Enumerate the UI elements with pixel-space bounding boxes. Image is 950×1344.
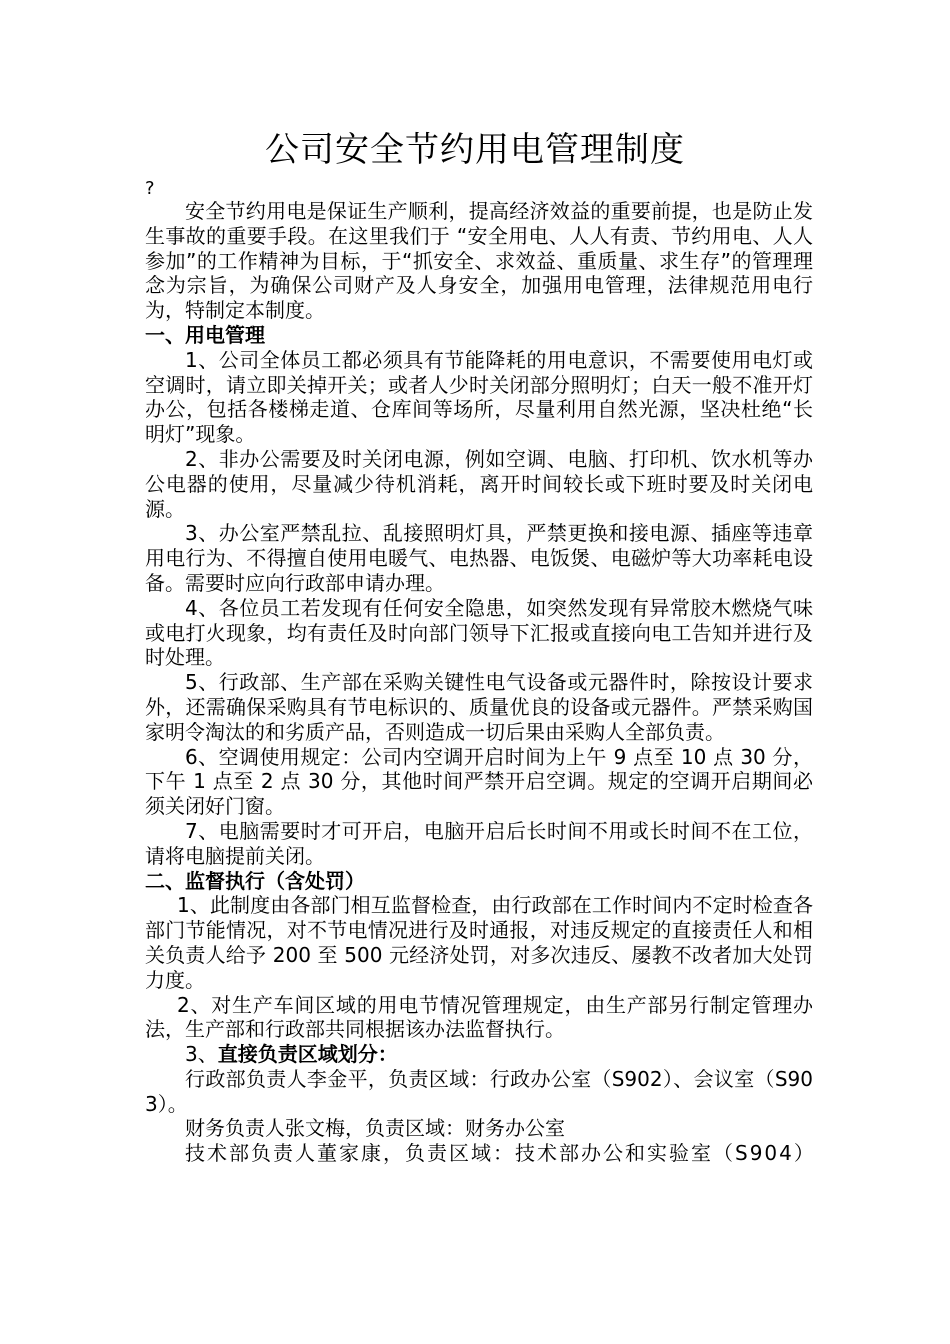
supervision-item-3 [145, 1042, 813, 1067]
supervision-item-3-number: 3、 [185, 1042, 218, 1067]
rule-item-1: 1、公司全体员工都必须具有节能降耗的用电意识，不需要使用电灯或空调时，请立即关掉开关；或者人少时关闭部分照明灯；白天一般不准开灯办公，包括各楼梯走道、仓库间等场所，尽量利用自然光源，坚决杜绝“长明灯”现象。 [145, 347, 813, 447]
document-body [145, 199, 816, 1166]
section-heading-electricity-management: 一、用电管理 [145, 322, 265, 347]
supervision-item-1: 1、此制度由各部门相互监督检查，由行政部在工作时间内不定时检查各部门节能情况，对不节电情况进行及时通报，对违反规定的直接责任人和相关负责人给予 200 至 500 元经济处罚，对多次违反、屡教不改者加大处罚力度。 [145, 893, 813, 992]
supervision-item-3-heading: 直接负责区域划分： [217, 1042, 398, 1067]
rule-item-6: 6、空调使用规定：公司内空调开启时间为上午 9 点至 10 点 30 分，下午 1 点至 2 点 30 分，其他时间严禁开启空调。规定的空调开启期间必须关闭好门窗。 [145, 744, 813, 819]
rule-item-3: 3、办公室严禁乱拉、乱接照明灯具，严禁更换和接电源、插座等违章用电行为、不得擅自使用电暖气、电热器、电饭煲、电磁炉等大功率耗电设备。需要时应向行政部申请办理。 [145, 521, 813, 595]
intro-paragraph: 安全节约用电是保证生产顺利，提高经济效益的重要前提，也是防止发生事故的重要手段。在这里我们于 “安全用电、人人有责、节约用电、人人参加”的工作精神为目标，于“抓安全、求效益、重质量、求生存”的管理理念为宗旨，为确保公司财产及人身安全，加强用电管理，法律规范用电行为，特制定本制度。 [145, 199, 813, 323]
rule-item-5: 5、行政部、生产部在采购关键性电气设备或元器件时，除按设计要求外，还需确保采购具有节电标识的、质量优良的设备或元器件。严禁采购国家明令淘汰的和劣质产品，否则造成一切后果由采购人全部负责。 [145, 670, 813, 744]
supervision-item-2: 2、对生产车间区域的用电节情况管理规定，由生产部另行制定管理办法，生产部和行政部共同根据该办法监督执行。 [145, 992, 813, 1042]
rule-item-4: 4、各位员工若发现有任何安全隐患，如突然发现有异常胶木燃烧气味或电打火现象，均有责任及时向部门领导下汇报或直接向电工告知并进行及时处理。 [145, 595, 813, 670]
zone-technical-department: 技术部负责人董家康，负责区域：技术部办公和实验室（S904） [185, 1141, 816, 1166]
rule-item-7: 7、电脑需要时才可开启，电脑开启后长时间不用或长时间不在工位，请将电脑提前关闭。 [145, 818, 813, 868]
rule-item-2: 2、非办公需要及时关闭电源，例如空调、电脑、打印机、饮水机等办公电器的使用，尽量减少待机消耗，离开时间较长或下班时要及时关闭电源。 [145, 446, 813, 521]
section-heading-supervision: 二、监督执行（含处罚） [145, 868, 365, 893]
document-title: 公司安全节约用电管理制度 [265, 130, 685, 170]
zone-admin-department: 行政部负责人李金平，负责区域：行政办公室（S902）、会议室（S903）。 [145, 1066, 813, 1116]
zone-finance: 财务负责人张文梅，负责区域：财务办公室 [185, 1116, 565, 1141]
stray-question-mark: ? [145, 178, 155, 199]
